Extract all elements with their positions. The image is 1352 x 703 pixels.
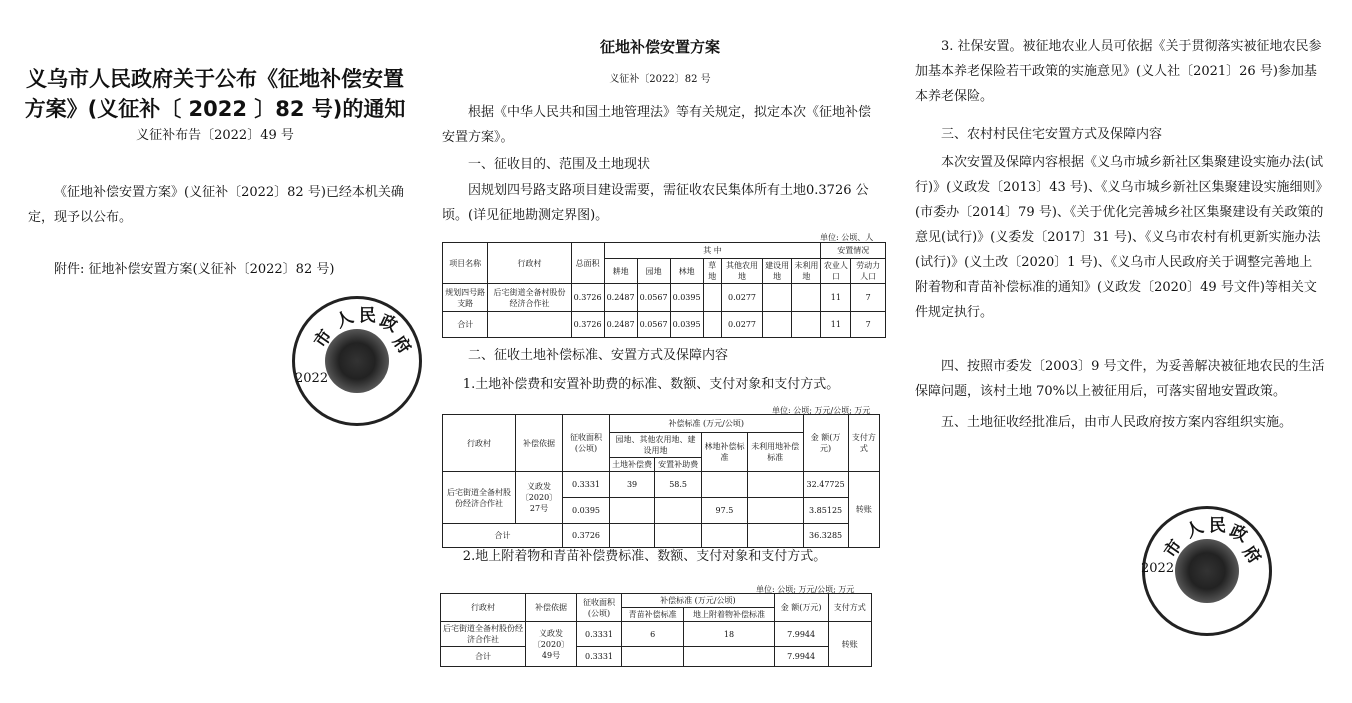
table-cell: 7.9944 <box>774 647 828 667</box>
table-cell: 0.0395 <box>563 498 610 524</box>
plan-section-5: 五、土地征收经批准后，由市人民政府按方案内容组织实施。 <box>941 415 1293 430</box>
table-cell <box>747 472 803 498</box>
table-cell: 11 <box>821 312 851 338</box>
table-cell: 0.0277 <box>721 284 762 312</box>
notice-title-line1: 义乌市人民政府关于公布《征地补偿安置 <box>26 67 404 91</box>
table-header: 行政村 <box>488 243 571 284</box>
land-status-table <box>442 242 886 338</box>
plan-social-security: 3. 社保安置。被征地农业人员可依据《关于贯彻落实被征地农民参加基本养老保险若干政策的实施意见》(义人社〔2021〕26 号)参加基本养老保险。 <box>915 39 1322 104</box>
plan-section-2-2: 2.地上附着物和青苗补偿费标准、数额、支付对象和支付方式。 <box>462 549 827 564</box>
table-header: 金 额(万元) <box>774 594 828 622</box>
table-header: 草地 <box>703 259 721 284</box>
table-cell: 7.9944 <box>774 622 828 647</box>
table-row <box>443 284 886 312</box>
table-cell: 0.3726 <box>571 284 604 312</box>
plan-section-4: 四、按照市委发〔2003〕9 号文件，为妥善解决被征地农民的生活保障问题，该村土地 70%以上被征用后，可落实留地安置政策。 <box>915 359 1325 399</box>
table-cell <box>488 312 571 338</box>
table-header: 劳动力人口 <box>851 259 886 284</box>
table-header: 其 中 <box>604 243 821 259</box>
table-header: 土地补偿费 <box>610 458 655 472</box>
table-cell: 转账 <box>828 622 871 667</box>
seal-date: 2022 <box>295 371 329 386</box>
plan-section-3: 三、农村村民住宅安置方式及保障内容 <box>941 127 1163 142</box>
table-cell: 合计 <box>443 312 488 338</box>
table-cell: 后宅街道全备村股份经济合作社 <box>488 284 571 312</box>
official-seal <box>1142 506 1272 636</box>
table-cell: 7 <box>851 284 886 312</box>
table-cell <box>792 284 821 312</box>
seal-char: 市 <box>310 326 337 352</box>
table-header: 支付方式 <box>848 415 879 472</box>
table-header: 补偿标准 (万元/公顷) <box>610 415 804 433</box>
table-header: 林地 <box>670 259 703 284</box>
table-cell: 规划四号路支路 <box>443 284 488 312</box>
table-cell: 0.0567 <box>637 312 670 338</box>
seal-char: 人 <box>1182 517 1207 543</box>
table-cell: 58.5 <box>655 472 702 498</box>
table-cell <box>763 312 792 338</box>
table-cell: 3.85125 <box>803 498 848 524</box>
table-cell <box>655 498 702 524</box>
table-header: 总面积 <box>571 243 604 284</box>
table-cell <box>703 284 721 312</box>
plan-intro: 根据《中华人民共和国土地管理法》等有关规定，拟定本次《征地补偿安置方案》。 <box>442 105 872 145</box>
table-header: 其他农用地 <box>721 259 762 284</box>
table-header: 园地、其他农用地、建设用地 <box>610 433 702 458</box>
table-header: 建设用地 <box>763 259 792 284</box>
table-row <box>443 472 880 498</box>
notice-title <box>20 64 410 124</box>
table-header: 行政村 <box>441 594 526 622</box>
plan-doc-number: 义征补〔2022〕82 号 <box>609 74 711 85</box>
table-cell: 0.0395 <box>670 284 703 312</box>
table-cell <box>703 312 721 338</box>
table-row <box>441 647 872 667</box>
table-cell: 6 <box>622 622 684 647</box>
plan-section-1-body: 因规划四号路支路项目建设需要，需征收农民集体所有土地0.3726 公顷。(详见征地勘测定界图)。 <box>442 183 869 223</box>
land-compensation-table <box>442 414 880 548</box>
table-header: 林地补偿标准 <box>702 433 748 472</box>
table-cell: 39 <box>610 472 655 498</box>
table-cell: 0.0395 <box>670 312 703 338</box>
table-cell <box>610 498 655 524</box>
table-cell <box>702 472 748 498</box>
table-header: 农业人口 <box>821 259 851 284</box>
plan-title: 征地补偿安置方案 <box>599 38 720 56</box>
table-cell: 0.3726 <box>571 312 604 338</box>
table-cell: 转账 <box>848 472 879 548</box>
table-cell: 0.3331 <box>577 622 622 647</box>
table-cell: 0.2487 <box>604 284 637 312</box>
table-header: 补偿依据 <box>516 415 563 472</box>
table-header: 征收面积(公顷) <box>577 594 622 622</box>
plan-section-3-body: 本次安置及保障内容根据《义乌市城乡新社区集聚建设实施办法(试行)》(义政发〔2013〕43 号)、《义乌市城乡新社区集聚建设实施细则》(市委办〔2014〕79 号)、《关于优化完善城乡社区集聚建设有关政策的意见(试行)》(义委发〔2017〕31 号)、《义乌市农村有机更新实施办法(试行)》(义土改〔2020〕1 号)、《义乌市人民政府关于调整完善地上附着物和青苗补偿标准的通知》(义政发〔2020〕49 号文件)等相关文件规定执行。 <box>915 155 1324 320</box>
table-cell: 0.3726 <box>563 524 610 548</box>
table-cell: 18 <box>684 622 774 647</box>
table3-unit: 单位: 公顷; 万元/公顷; 万元 <box>756 585 855 594</box>
table-header: 耕地 <box>604 259 637 284</box>
seal-char: 政 <box>376 311 401 337</box>
table-row <box>443 312 886 338</box>
seal-char: 市 <box>1160 536 1187 562</box>
table2-unit: 单位: 公顷; 万元/公顷; 万元 <box>772 406 871 415</box>
table-cell: 0.0277 <box>721 312 762 338</box>
table-cell: 32.47725 <box>803 472 848 498</box>
table-cell: 97.5 <box>702 498 748 524</box>
table-header: 园地 <box>637 259 670 284</box>
table-header: 项目名称 <box>443 243 488 284</box>
table-header: 补偿依据 <box>526 594 577 622</box>
table-header: 未利用地 <box>792 259 821 284</box>
seal-char: 府 <box>388 332 415 358</box>
notice-doc-number: 义征补布告〔2022〕49 号 <box>136 128 294 143</box>
official-seal <box>292 296 422 426</box>
seal-char: 政 <box>1226 521 1251 547</box>
table-cell: 后宅街道全备村股份经济合作社 <box>441 622 526 647</box>
table-row <box>441 622 872 647</box>
table-cell: 合计 <box>441 647 526 667</box>
table-cell: 0.3331 <box>577 647 622 667</box>
seal-date: 2022 <box>1141 561 1175 576</box>
seal-char: 人 <box>332 307 357 333</box>
table-header: 安置情况 <box>821 243 886 259</box>
table-cell: 后宅街道全备村股份经济合作社 <box>443 472 516 524</box>
table-cell <box>792 312 821 338</box>
table-header: 支付方式 <box>828 594 871 622</box>
notice-attachment: 附件: 征地补偿安置方案(义征补〔2022〕82 号) <box>54 262 335 277</box>
table-cell <box>747 498 803 524</box>
seal-char: 民 <box>359 306 376 326</box>
attachment-compensation-table <box>440 593 872 667</box>
table-header: 金 额(万元) <box>803 415 848 472</box>
table-cell: 义政发〔2020〕27号 <box>516 472 563 524</box>
notice-body: 《征地补偿安置方案》(义征补〔2022〕82 号)已经本机关确定，现予以公布。 <box>28 185 404 225</box>
table-cell: 0.2487 <box>604 312 637 338</box>
table-header: 安置补助费 <box>655 458 702 472</box>
seal-char: 民 <box>1209 516 1226 536</box>
table-cell: 合计 <box>443 524 563 548</box>
table-cell: 11 <box>821 284 851 312</box>
table-cell: 7 <box>851 312 886 338</box>
table-cell: 0.3331 <box>563 472 610 498</box>
plan-section-2-1: 1.土地补偿费和安置补助费的标准、数额、支付对象和支付方式。 <box>462 377 840 392</box>
table-header: 青苗补偿标准 <box>622 608 684 622</box>
table-cell: 36.3285 <box>803 524 848 548</box>
table-header: 行政村 <box>443 415 516 472</box>
table-cell: 义政发〔2020〕49号 <box>526 622 577 667</box>
table-header: 地上附着物补偿标准 <box>684 608 774 622</box>
table-header: 未利用地补偿标准 <box>747 433 803 472</box>
notice-title-line2: 方案》(义征补〔 2022 〕82 号)的通知 <box>24 97 406 121</box>
plan-section-1: 一、征收目的、范围及土地现状 <box>468 157 651 172</box>
table-header: 征收面积(公顷) <box>563 415 610 472</box>
table-cell: 0.0567 <box>637 284 670 312</box>
table-cell <box>763 284 792 312</box>
table-header: 补偿标准 (万元/公顷) <box>622 594 775 608</box>
seal-char: 府 <box>1238 542 1265 568</box>
plan-section-2: 二、征收土地补偿标准、安置方式及保障内容 <box>468 348 729 363</box>
table1-unit: 单位: 公顷、人 <box>820 233 874 242</box>
